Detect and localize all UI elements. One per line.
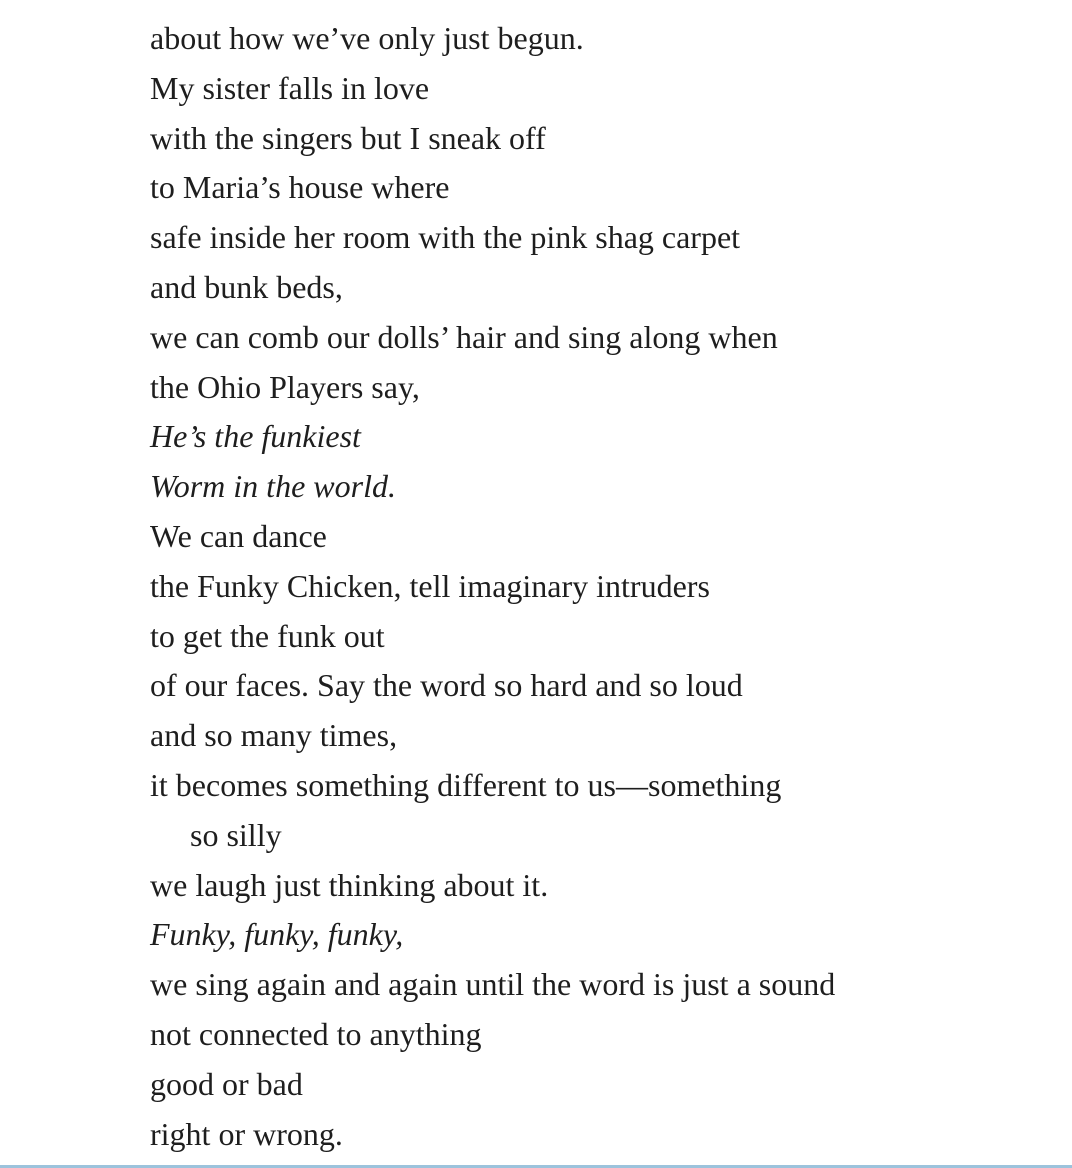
poem-line: the Ohio Players say, [150,368,420,405]
poem-line: to Maria’s house where [150,169,450,206]
poem-line-indented: so silly [190,816,282,853]
poem-line-italic: Worm in the world. [150,468,396,505]
poem-line: we sing again and again until the word is just a sound [150,966,836,1003]
poem-line: we laugh just thinking about it. [150,866,549,903]
poem-text [150,14,835,1159]
poem-line: the Funky Chicken, tell imaginary intruders [150,567,710,604]
poem-line: good or bad [150,1065,303,1102]
poem-line: We can dance [150,517,327,554]
poem-line: and bunk beds, [150,268,343,305]
poem-line: about how we’ve only just begun. [150,20,584,56]
poem-line: safe inside her room with the pink shag carpet [150,219,741,256]
poem-line-italic: Funky, funky, funky, [150,916,404,953]
poem-line: My sister falls in love [150,69,430,106]
poem-line: it becomes something different to us—something [150,766,782,803]
poem-line: to get the funk out [150,617,385,654]
poem-line: of our faces. Say the word so hard and so loud [150,667,743,704]
poem-line: we can comb our dolls’ hair and sing along when [150,318,778,355]
poem-line: right or wrong. [150,1115,343,1152]
poem-line: with the singers but I sneak off [150,119,546,156]
poem-line: not connected to anything [150,1015,482,1052]
poem-line-italic: He’s the funkiest [150,418,361,455]
poem-line: and so many times, [150,717,398,754]
